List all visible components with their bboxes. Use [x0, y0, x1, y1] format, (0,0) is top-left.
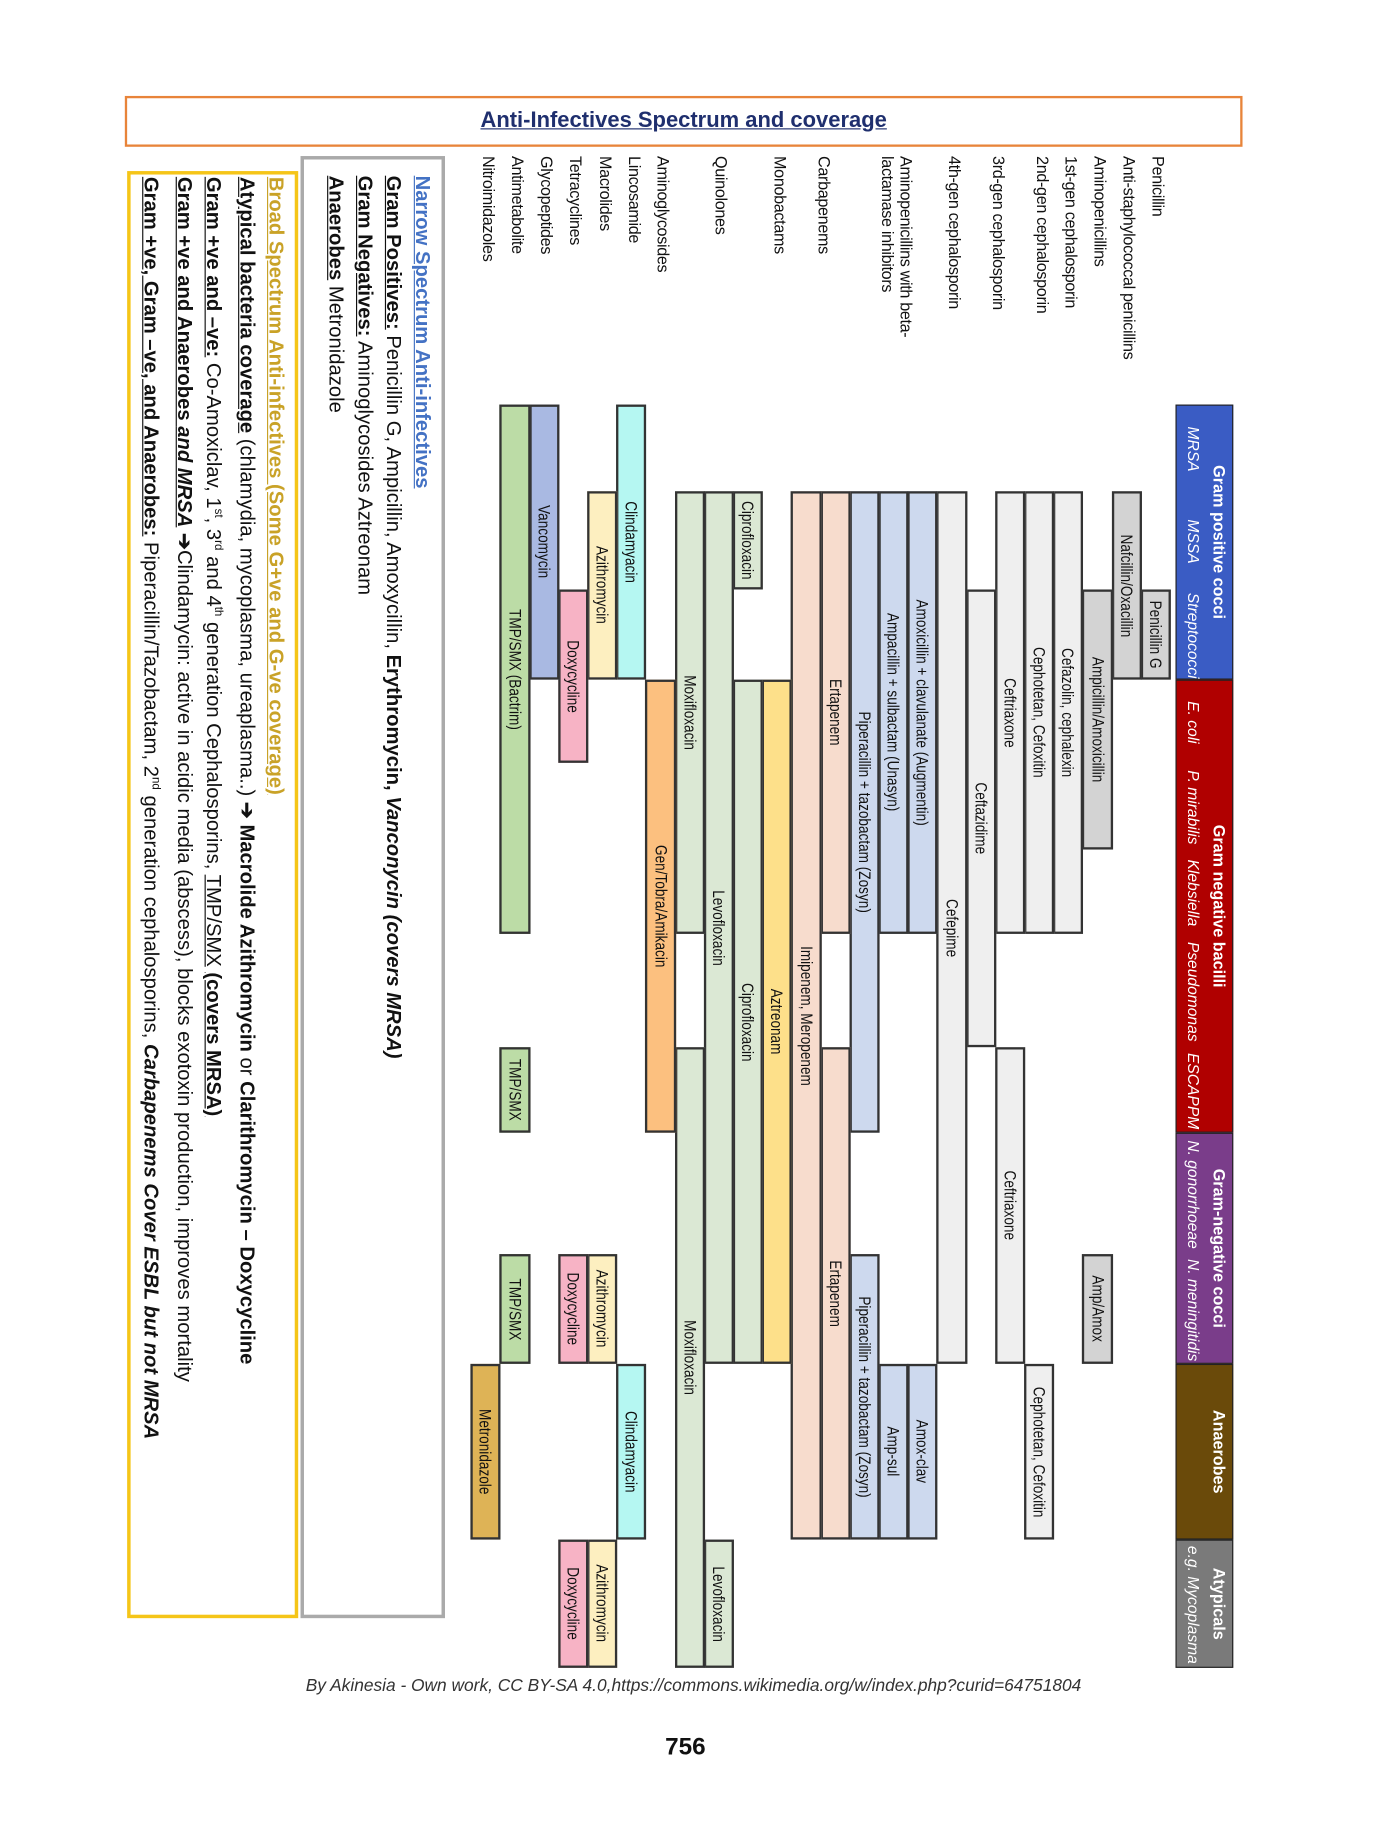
drug-label: Moxifloxacin — [680, 1320, 699, 1395]
drug-bar — [500, 405, 530, 934]
organism-label: ESCAPPM — [1184, 1052, 1203, 1130]
drug-bar — [849, 491, 879, 1132]
drug-bar — [587, 1540, 617, 1668]
drug-class-label: 1st-gen cephalosporin — [1061, 156, 1081, 308]
drug-label: TMP/SMX (Bactrim) — [505, 608, 525, 730]
note-text: Gram +ve, Gram –ve, and Anaerobes: — [140, 176, 164, 537]
drug-label: Azithromycin — [593, 1564, 612, 1643]
drug-class-label: Carbapenems — [814, 156, 833, 254]
drug-label: Nafcillin/Oxacillin — [1117, 534, 1136, 637]
drug-bar — [558, 1254, 588, 1364]
drug-bar — [878, 491, 908, 934]
drug-class-label: Quinolones — [712, 156, 731, 235]
drug-bar — [587, 491, 617, 679]
drug-class-label: Macrolides — [595, 156, 615, 231]
drug-bar — [849, 1254, 879, 1539]
drug-label: Imipenem, Meropenem — [796, 945, 816, 1086]
drug-class-label: 2nd-gen cephalosporin — [1032, 156, 1052, 314]
drug-class-label: Lincosamide — [625, 156, 644, 244]
note-text: Gram +ve and –ve: — [202, 176, 226, 358]
drug-label: Doxycycline — [563, 1272, 583, 1346]
drug-class-label: Anti-staphylococcal penicillins — [1120, 156, 1139, 360]
drug-label: Cefazolin, cephalexin — [1059, 647, 1078, 778]
header-group-title: Gram negative bacilli — [1210, 824, 1229, 988]
drug-class-label: Glycopeptides — [537, 156, 557, 255]
drug-bar — [471, 1364, 501, 1540]
page-title: Anti-Infectives Spectrum and coverage — [480, 108, 887, 133]
drug-label: Ciprofloxacin — [738, 982, 758, 1062]
note-text: Clindamycin: active in acidic media (abscess), blocks exotoxin production, improves mortality — [173, 549, 197, 1382]
note-text: Gram Negatives: — [353, 175, 377, 337]
note-text: rd — [211, 540, 225, 551]
drug-label: Amp/Amox — [1088, 1275, 1107, 1343]
drug-class-label: Aminoglycosides — [654, 156, 673, 273]
drug-label: Amp-sul — [884, 1426, 903, 1477]
header-group — [1175, 1133, 1233, 1364]
note-line — [261, 177, 290, 1615]
drug-bar — [791, 491, 821, 1539]
note-line — [350, 176, 379, 1615]
organism-label: MRSA — [1184, 426, 1203, 472]
drug-bar — [733, 680, 763, 1364]
drug-label: Gen/Tobra/Amikacin — [651, 844, 670, 968]
header-group — [1175, 1540, 1233, 1668]
drug-bar — [1024, 1364, 1054, 1540]
broad-spectrum-box — [127, 171, 298, 1618]
spectrum-chart — [121, 150, 1236, 1676]
note-text: Penicillin G, Ampicillin, Amoxycillin, — [382, 329, 406, 655]
header-group-title: Atypicals — [1210, 1567, 1229, 1640]
drug-bar — [908, 1364, 938, 1540]
organism-label: E. coli — [1184, 701, 1203, 744]
note-text: , 3 — [202, 517, 226, 541]
drug-label: Cephotetan, Cefoxitin — [1029, 647, 1049, 778]
drug-label: Levofloxacin — [709, 889, 729, 966]
note-text: and MRSA — [173, 426, 197, 528]
organism-label: MSSA — [1184, 519, 1203, 564]
note-line — [321, 176, 350, 1615]
note-text: Narrow Spectrum Anti-infectives — [411, 175, 435, 489]
drug-bar — [675, 491, 705, 934]
note-text: th — [211, 606, 225, 617]
drug-label: Ertapenem — [826, 1260, 845, 1327]
header-group — [1175, 680, 1233, 1133]
drug-bar — [908, 491, 938, 934]
note-line — [170, 177, 199, 1615]
page-number: 756 — [665, 1733, 706, 1761]
drug-label: Metronidazole — [476, 1409, 496, 1495]
organism-label: Klebsiella — [1184, 859, 1203, 927]
drug-class-label: 4th-gen cephalosporin — [945, 156, 964, 309]
note-line — [232, 177, 261, 1615]
narrow-spectrum-box — [301, 156, 445, 1618]
drug-label: Ceftazidime — [971, 782, 991, 855]
organism-label: e.g. Mycoplasma — [1184, 1545, 1203, 1664]
organism-label: Streptococci — [1184, 592, 1203, 679]
note-text: generation cephalosporins, — [140, 789, 164, 1045]
drug-label: Doxycycline — [563, 1567, 583, 1640]
drug-label: Cephotetan, Cefoxitin — [1029, 1386, 1049, 1518]
drug-class-label: Aminopenicillins with beta-lactamase inhibitors — [877, 156, 915, 338]
note-text: or — [235, 1051, 259, 1082]
note-line — [379, 176, 408, 1615]
header-group-title: Gram-negative cocci — [1210, 1168, 1229, 1328]
drug-bar — [995, 1047, 1025, 1364]
drug-bar — [1082, 589, 1112, 849]
header-group-title: Anaerobes — [1210, 1409, 1229, 1494]
note-text: generation Cephalosporins, — [202, 616, 226, 875]
drug-bar — [616, 405, 646, 680]
drug-label: Piperacillin + tazobactam (Zosyn) — [855, 1296, 874, 1498]
note-text: Vanconycin — [382, 796, 406, 909]
drug-bar — [820, 491, 850, 934]
drug-class-label: Penicillin — [1149, 156, 1168, 217]
note-text: Atypical bacteria coverage — [235, 176, 259, 434]
organism-label: N. gonorrhoeae — [1184, 1140, 1203, 1249]
drug-label: Vancomycin — [534, 505, 554, 579]
note-text: (chlamydia, mycoplasma, ureaplasma..) — [235, 433, 259, 802]
drug-label: TMP/SMX — [505, 1058, 525, 1121]
drug-class-label: Nitroimidazoles — [479, 156, 498, 262]
header-group-title: Gram positive cocci — [1210, 465, 1229, 619]
note-line — [137, 177, 170, 1615]
header-group — [1175, 1364, 1233, 1540]
drug-class-label: Monobactams — [770, 156, 790, 254]
drug-bar — [820, 1047, 850, 1539]
drug-label: Ciprofloxacin — [738, 501, 758, 580]
note-text: Gram Positives: — [382, 175, 406, 330]
organism-label: Pseudomonas — [1184, 941, 1203, 1042]
drug-bar — [937, 491, 967, 1364]
drug-class-label: Aminopenicillins — [1091, 156, 1110, 267]
note-text: (covers MRSA) — [202, 972, 226, 1117]
drug-label: Levofloxacin — [709, 1565, 729, 1642]
drug-label: TMP/SMX — [505, 1278, 525, 1340]
drug-label: Ertapenem — [826, 679, 845, 746]
drug-label: Piperacillin + tazobactam (Zosyn) — [855, 711, 874, 913]
drug-label: Clindamyacin — [622, 1410, 641, 1493]
drug-bar — [1111, 491, 1141, 679]
drug-label: Moxifloxacin — [680, 675, 699, 750]
organism-label: N. meningitidis — [1184, 1258, 1203, 1362]
note-text: Metronidazole — [324, 280, 348, 413]
drug-label: Clindamyacin — [622, 501, 641, 583]
drug-label: Aztreonam — [767, 988, 787, 1055]
drug-bar — [616, 1364, 646, 1540]
drug-bar — [675, 1047, 705, 1668]
header-group — [1175, 405, 1233, 680]
note-text: ➔ — [173, 527, 197, 550]
note-text: st — [211, 508, 225, 518]
note-text: Anaerobes — [324, 175, 348, 281]
note-text: TMP/SMX — [202, 874, 226, 967]
drug-label: Cefepime — [942, 898, 962, 957]
attribution-footer: By Akinesia - Own work, CC BY-SA 4.0,https://commons.wikimedia.org/w/index.php?curid=64751804 — [305, 1675, 1082, 1696]
drug-label: Ampacillin + sulbactam (Unasyn) — [884, 613, 903, 812]
drug-bar — [1141, 589, 1171, 679]
note-text: Carbapenems Cover ESBL but not MRSA — [140, 1044, 164, 1440]
note-text: Piperacillin/Tazobactam, 2 — [140, 536, 164, 778]
drug-label: Penicillin G — [1146, 600, 1165, 669]
drug-bar — [704, 491, 734, 1364]
drug-bar — [733, 491, 763, 589]
drug-class-label: Antimetabolite — [508, 156, 528, 254]
note-text: Broad Spectrum Anti-infectives (Some G+ve and G-ve coverage) — [264, 176, 288, 795]
drug-bar — [1082, 1254, 1112, 1364]
drug-label: Doxycycline — [563, 639, 583, 713]
note-text: Clarithromycin – Doxycycline — [235, 1081, 259, 1365]
drug-bar — [500, 1254, 530, 1364]
drug-bar — [762, 680, 792, 1364]
drug-bar — [995, 491, 1025, 934]
organism-label: P. mirabilis — [1184, 770, 1203, 845]
drug-bar — [704, 1540, 734, 1668]
drug-bar — [587, 1254, 617, 1364]
drug-bar — [878, 1364, 908, 1540]
note-text: ➔ Macrolide Azithromycin — [235, 801, 259, 1052]
drug-bar — [1024, 491, 1054, 934]
drug-label: Azithromycin — [593, 1270, 612, 1348]
drug-bar — [558, 589, 588, 762]
note-line — [408, 176, 437, 1615]
drug-bar — [966, 589, 996, 1047]
drug-bar — [500, 1047, 530, 1133]
drug-label: Ampicillin/Amoxicillin — [1088, 656, 1107, 783]
note-text: (covers MRSA) — [382, 908, 406, 1059]
drug-label: Ceftriaxone — [1000, 677, 1020, 748]
note-text: Aminoglycosides Aztreonam — [353, 336, 377, 596]
drug-bar — [558, 1540, 588, 1668]
note-line — [199, 177, 232, 1615]
note-text: Co-Amoxiclav, 1 — [202, 357, 226, 509]
note-text: Gram +ve and Anaerobes — [173, 176, 197, 427]
drug-bar — [645, 680, 675, 1133]
note-text: nd — [149, 777, 163, 790]
note-text: and 4 — [202, 550, 226, 607]
drug-class-label: Tetracyclines — [566, 156, 586, 246]
title-box — [125, 96, 1243, 147]
drug-bar — [529, 405, 559, 680]
drug-label: Amox-clav — [913, 1419, 932, 1484]
note-text: Erythromycin, — [382, 654, 406, 797]
drug-class-label: 3rd-gen cephalosporin — [989, 156, 1008, 310]
drug-label: Amoxicillin + clavulanate (Augmentin) — [913, 599, 932, 826]
drug-label: Azithromycin — [593, 546, 612, 625]
drug-label: Ceftriaxone — [1000, 1170, 1020, 1241]
drug-bar — [1053, 491, 1083, 934]
